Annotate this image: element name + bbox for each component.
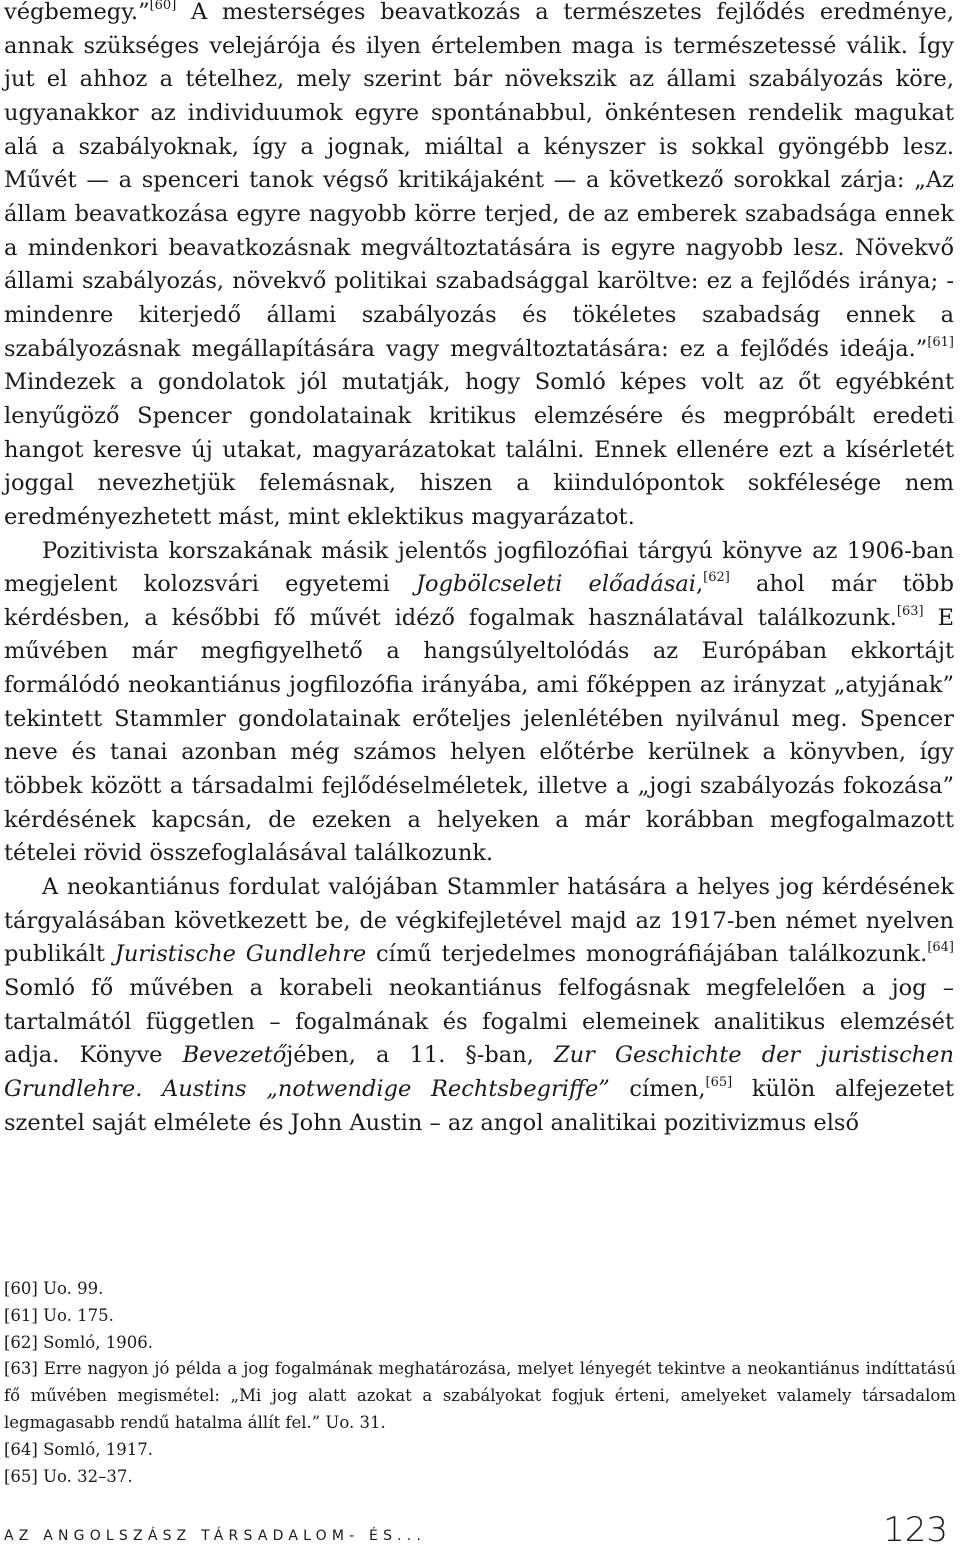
section-title: Zur Geschichte der juristischen Grundlehre. Austins „notwendige Rechtsbegriffe” xyxy=(4,1042,954,1102)
text-run: , xyxy=(696,571,704,598)
footnote-60: [60] Uo. 99. xyxy=(4,1279,104,1298)
text-run: külön alfejezetet szentel saját elmélete és John Austin – az angol analitikai pozitivizmus első xyxy=(4,1076,954,1136)
running-title: AZ ANGOLSZÁSZ TÁRSADALOM- ÉS... xyxy=(4,1528,427,1544)
text-run: A neokantiánus fordulat valójában Stammler hatására a helyes jog kérdésének tárgyalásában következett be, de végkifejletével majd az 1917-ben német nyelven publikált xyxy=(4,874,954,968)
footnote-62: [62] Somló, 1906. xyxy=(4,1332,153,1352)
text-run: Mindezek a gondolatok jól mutatják, hogy Somló képes volt az őt egyébként lenyűgöző Spencer gondolatainak kritikus elemzésére és megpróbált eredeti hangot keresve új utakat, magyarázatokat találni. Ennek ellenére ezt a kísérletét joggal nevezhetjük felemásnak, hiszen a kiindulópontok sokfélesége nem eredményezhetett mást, mint eklektikus magyarázatot. xyxy=(4,369,954,530)
book-title: Bevezető xyxy=(182,1042,287,1069)
footnote-63: [63] Erre nagyon jó példa a jog fogalmának meghatározása, melyet lényegét tekintve a neokantiánus indíttatású fő művében megismétel: „Mi jog alatt azokat a szabályokat fogjuk érteni, amelyeket valamely társadalom legmagasabb rendű hatalma állít fel.” Uo. 31. xyxy=(4,1359,956,1432)
footnote-ref-61[interactable]: [61] xyxy=(927,334,954,350)
footnote-ref-62[interactable]: [62] xyxy=(703,570,730,586)
text-run: E művében már megfigyelhető a hangsúlyeltolódás az Európában ekkortájt formálódó neokantiánus jogfilozófia irányába, ami főképpen az irányzat „atyjának” tekintett Stammler gondolatainak erőteljes jelenlétében nyilvánul meg. Spencer neve és tanai azonban még számos helyen előtérbe kerülnek a könyvben, így többek között a társadalmi fejlődéselméletek, illetve a „jogi szabályozás fokozása” kérdésének kapcsán, de ezeken a helyeken a már korábban megfogalmazott tételei rövid összefoglalásával találkozunk. xyxy=(4,604,954,867)
footnote-ref-63[interactable]: [63] xyxy=(896,603,924,619)
text-run: A mesterséges beavatkozás a természetes fejlődés eredménye, annak szükséges velejárója és ilyen értelemben maga is természetessé válik. Így jut el ahhoz a tételhez, mely szerint bár növekszik az állami szabályozás köre, ugyanakkor az individuumok egyre spontánabbul, önkéntesen rendelik magukat alá a szabályoknak, így a jognak, miáltal a kényszer is sokkal gyöngébb lesz. Művét — a spenceri tanok végső kritikájaként — a következő sorokkal zárja: „Az állam beavatkozása egyre nagyobb körre terjed, de az emberek szabadsága ennek a mindenkori beavatkozásnak megváltoztatására is egyre nagyobb lesz. Növekvő állami szabályozás, növekvő politikai szabadsággal karöltve: ez a fejlődés iránya; - mindenre kiterjedő állami szabályozás és tökéletes szabadság ennek a szabályozásnak megállapítására vagy megváltoztatására: ez a fejlődés ideája.” xyxy=(4,0,954,362)
text-run: ahol már több kérdésben, a későbbi fő művét idéző fogalmak használatával találkozunk. xyxy=(4,571,954,631)
paragraph-3 xyxy=(4,871,954,1140)
footnote-61: [61] Uo. 175. xyxy=(4,1305,114,1325)
paragraph-1 xyxy=(4,0,954,535)
text-run: címen, xyxy=(609,1076,706,1102)
footnote-ref-60[interactable]: [60] xyxy=(149,0,177,13)
text-run: Pozitivista korszakának másik jelentős jogfilozófiai tárgyú könyve az 1906-ban megjelent kolozsvári egyetemi xyxy=(4,537,954,598)
book-title: Jogbölcseleti előadásai xyxy=(416,571,696,598)
page-number: 123 xyxy=(883,1510,948,1550)
footnote-64: [64] Somló, 1917. xyxy=(4,1439,153,1459)
text-run: végbemegy.” xyxy=(4,0,150,25)
footnote-ref-64[interactable]: [64] xyxy=(927,940,954,956)
footnote-ref-65[interactable]: [65] xyxy=(705,1075,733,1090)
footnotes xyxy=(4,1276,956,1490)
text-run: jében, a 11. §-ban, xyxy=(286,1042,554,1069)
footnote-65: [65] Uo. 32–37. xyxy=(4,1466,133,1486)
paragraph-2 xyxy=(4,535,954,872)
book-title: Juristische Gundlehre xyxy=(114,941,367,968)
text-run: Somló fő művében a korabeli neokantiánus felfogásnak megfelelően a jog – tartalmától független – fogalmának és fogalmi elemeinek analitikus elemzését adja. Könyve xyxy=(4,975,954,1069)
text-run: című terjedelmes monográfiájában találkozunk. xyxy=(366,941,928,968)
main-text xyxy=(4,0,954,1140)
